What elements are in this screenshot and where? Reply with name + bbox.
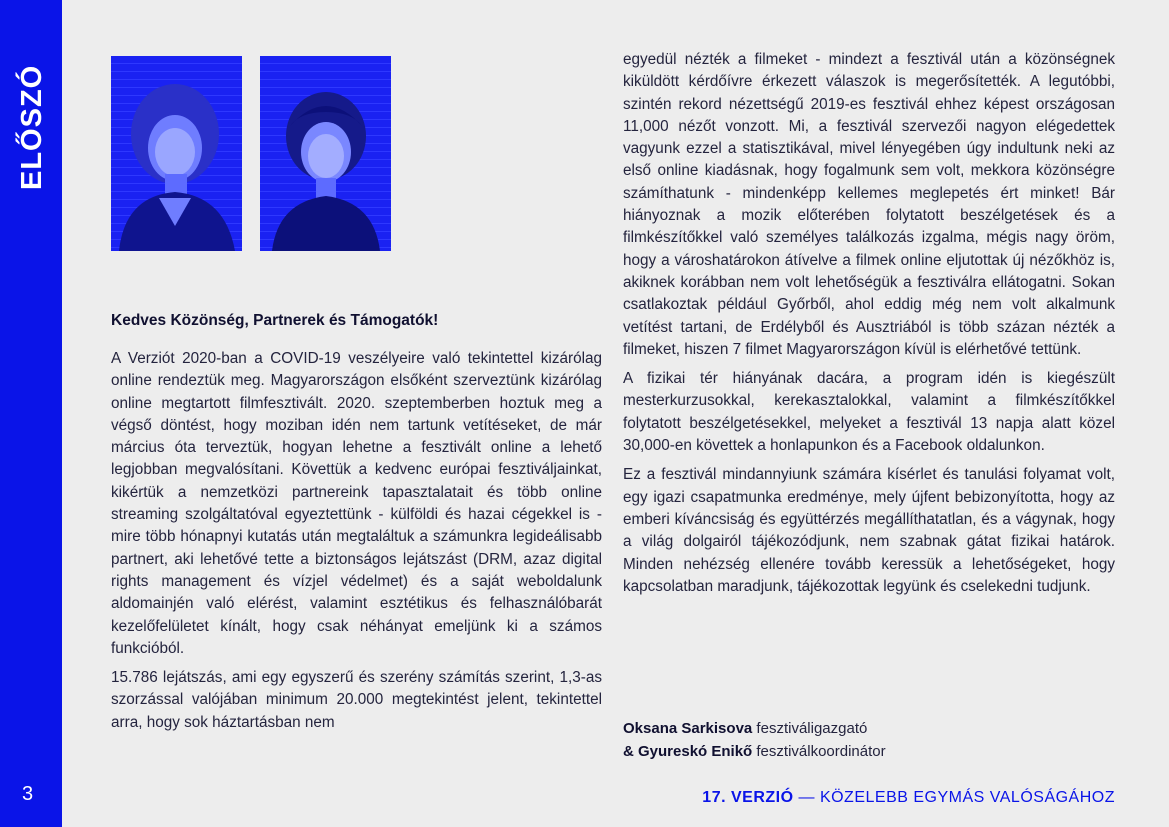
paragraph: 15.786 lejátszás, ami egy egyszerű és szerény számítás szerint, 1,3-as szorzással valójában minimum 20.000 megtekintést jelent, tekintettel arra, hogy sok háztartásban nem [111,669,602,731]
section-title: ELŐSZÓ [16,64,48,190]
portrait-director-image [111,56,242,251]
paragraph: egyedül nézték a filmeket - mindezt a fesztivál után a közönségnek kiküldött kérdőívre érkezett válaszok is megerősítették. A legutóbbi, szintén rekord nézettségű 2019-es fesztivál ehhez képest országosan 11,000 nézőt vonzott. Mi, a fesztivál szervezői nagyon elégedettek vagyunk ezzel a statisztikával, mivel lényegében úgy indultunk neki az első online kiadásnak, hogy fogalmunk sem volt, mekkora közönségre számíthatunk - mindenképp kellemes meglepetés ért minket! Bár hiányoznak a mozik előterében folytatott beszélgetések és a filmkészítőkkel való személyes találkozás izgalma, mégis nagy öröm, hogy a városhatárokon átívelve a filmek online eljutottak új nézőkhöz is, akiknek korábban nem volt lehetőségük a fesztiválra ellátogatni. Sokan csatlakoztak például Győrből, ahol eddig még nem volt alkalmunk vetítést tartani, de Erdélyből és Ausztriából is több százan nézték a filmeket, hiszen 7 filmet Magyarországon kívül is elérhetővé tettünk. [623,51,1115,358]
text-column-right [623,49,1115,605]
signer-role: fesztiváligazgató [752,720,868,737]
portrait-photo-coordinator [260,56,391,251]
portrait-photo-director [111,56,242,251]
page-number: 3 [22,783,34,805]
paragraph: A Verziót 2020-ban a COVID-19 veszélyeire való tekintettel kizárólag online rendeztük meg. Magyarországon elsőként szerveztünk kizárólag online megtartott filmfesztivált. 2020. szeptemberben hoztuk meg a végső döntést, hogy moziban idén nem tartunk vetítéseket, de már március óta terveztük, hogyan lehetne a fesztivált online a lehető legjobban megvalósítani. Követtük a kedvenc európai fesztiváljainkat, kikértük a nemzetközi partnereink tapasztalatait és több online streaming szolgáltatóval egyeztettünk - külföldi és hazai cégekkel is - mire több hónapnyi kutatás után megtaláltuk a számunkra legideálisabb partnert, aki lehetővé tette a biztonságos lejátszást (DRM, azaz digital rights management és vízjel védelmet) és a saját weboldalunk aldomainjén való elérést, valamint esztétikus és felhasználóbarát kezelőfelületet kínált, hogy csak néhányat emeljünk ki a számos funkcióból. [111,350,602,657]
footer-edition: 17. VERZIÓ [702,789,794,806]
greeting-heading: Kedves Közönség, Partnerek és Támogatók! [111,312,439,329]
portrait-coordinator-image [260,56,391,251]
paragraph: Ez a fesztivál mindannyiunk számára kísérlet és tanulási folyamat volt, egy igazi csapatmunka eredménye, mely újfent bebizonyította, hogy az emberi kíváncsiság és együttérzés megállíthatatlan, és a vágynak, hogy a világ dolgairól tájékozódjunk, nem szabnak gátat fizikai határok. Minden nehézség ellenére tovább keressük a lehetőségeket, hogy kapcsolatban maradjunk, tájékozottak legyünk és cselekedni tudjunk. [623,466,1115,595]
text-column-left [111,348,602,741]
signer-name: Oksana Sarkisova [623,720,753,737]
footer-tagline: — KÖZELEBB EGYMÁS VALÓSÁGÁHOZ [793,789,1115,806]
paragraph: A fizikai tér hiányának dacára, a program idén is kiegészült mesterkurzusokkal, kerekasztalokkal, valamint a filmkészítőkkel folytatott beszélgetésekkel, melyeket a fesztivál 13 napja alatt közel 30,000-en követtek a honlapunkon és a Facebook oldalunkon. [623,370,1115,455]
signer-name: & Gyureskó Enikő [623,743,753,760]
page-footer [702,789,1115,807]
signer-role: fesztiválkoordinátor [752,743,886,760]
signature-block [623,717,886,763]
sidebar [0,0,62,827]
